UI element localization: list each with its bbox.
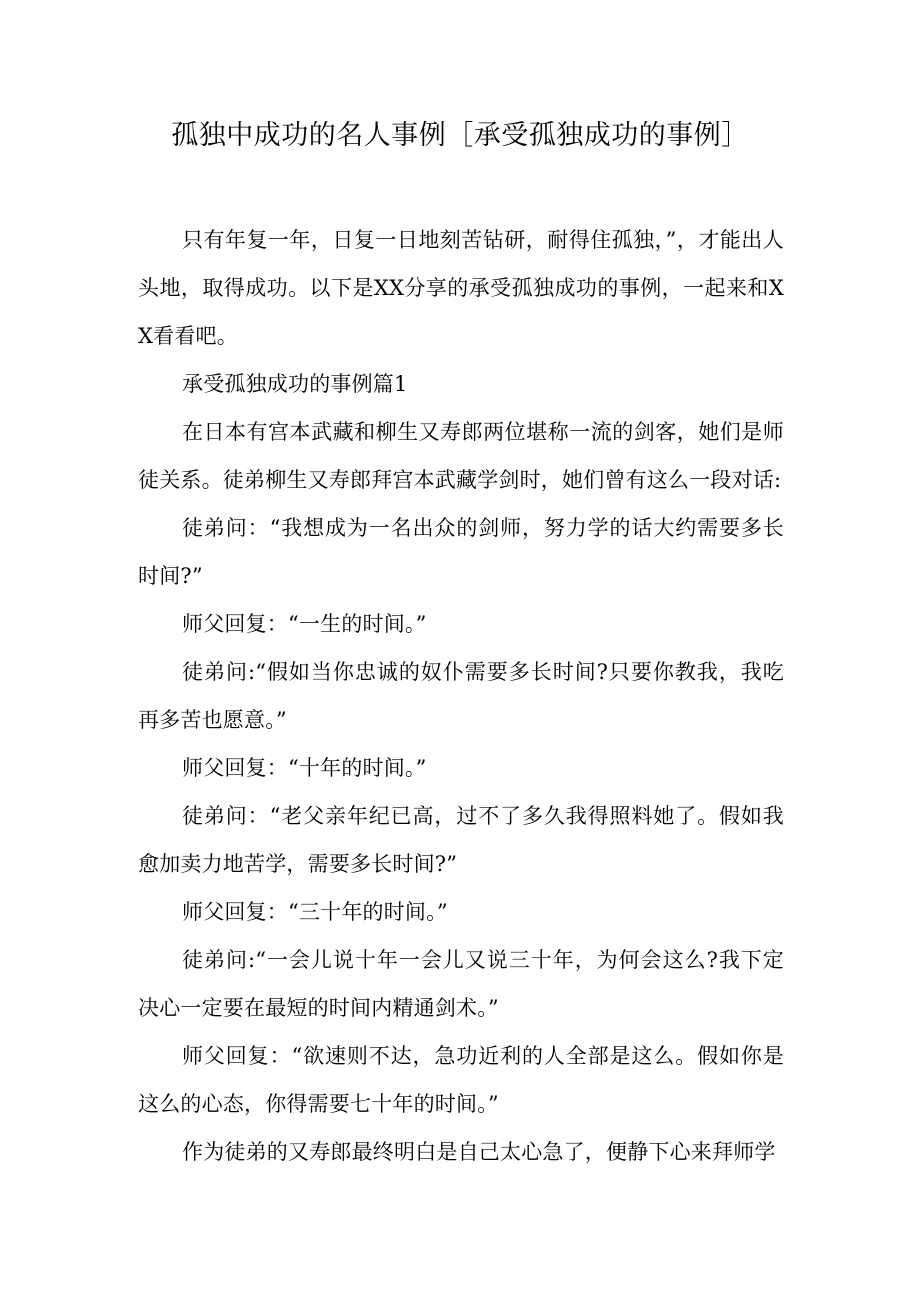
dialogue-line: 师父回复：“一生的时间。” (182, 612, 427, 636)
paragraph-intro: 只有年复一年，日复一日地刻苦钻研，耐得住孤独，”，才能出人头地，取得成功。以下是XX分享的承受孤独成功的事例，一起来和XX看看吧。 (138, 228, 784, 348)
dialogue-line: 徒弟问：“老父亲年纪已高，过不了多久我得照料她了。假如我愈加卖力地苦学，需要多长时间?” (138, 804, 784, 876)
dialogue-line: 徒弟问：“我想成为一名出众的剑师，努力学的话大约需要多长时间?” (138, 516, 784, 588)
dialogue-line: 徒弟问:“一会儿说十年一会儿又说三十年，为何会这么?我下定决心一定要在最短的时间内精通剑术。” (138, 948, 784, 1020)
paragraph-conclusion: 作为徒弟的又寿郎最终明白是自己太心急了，便静下心来拜师学 (182, 1140, 776, 1164)
document-body (138, 216, 784, 1176)
paragraph-background: 在日本有宫本武藏和柳生又寿郎两位堪称一流的剑客，她们是师徒关系。徒弟柳生又寿郎拜宫本武藏学剑时，她们曾有这么一段对话: (138, 420, 784, 492)
section-heading: 承受孤独成功的事例篇1 (182, 372, 408, 396)
document-title: 孤独中成功的名人事例［承受孤独成功的事例］ (171, 120, 749, 151)
dialogue-line: 师父回复：“十年的时间。” (182, 756, 427, 780)
dialogue-line: 师父回复：“三十年的时间。” (182, 900, 448, 924)
dialogue-line: 师父回复：“欲速则不达，急功近利的人全部是这么。假如你是这么的心态，你得需要七十年的时间。” (138, 1044, 784, 1116)
dialogue-line: 徒弟问:“假如当你忠诚的奴仆需要多长时间?只要你教我，我吃再多苦也愿意。” (138, 660, 784, 732)
